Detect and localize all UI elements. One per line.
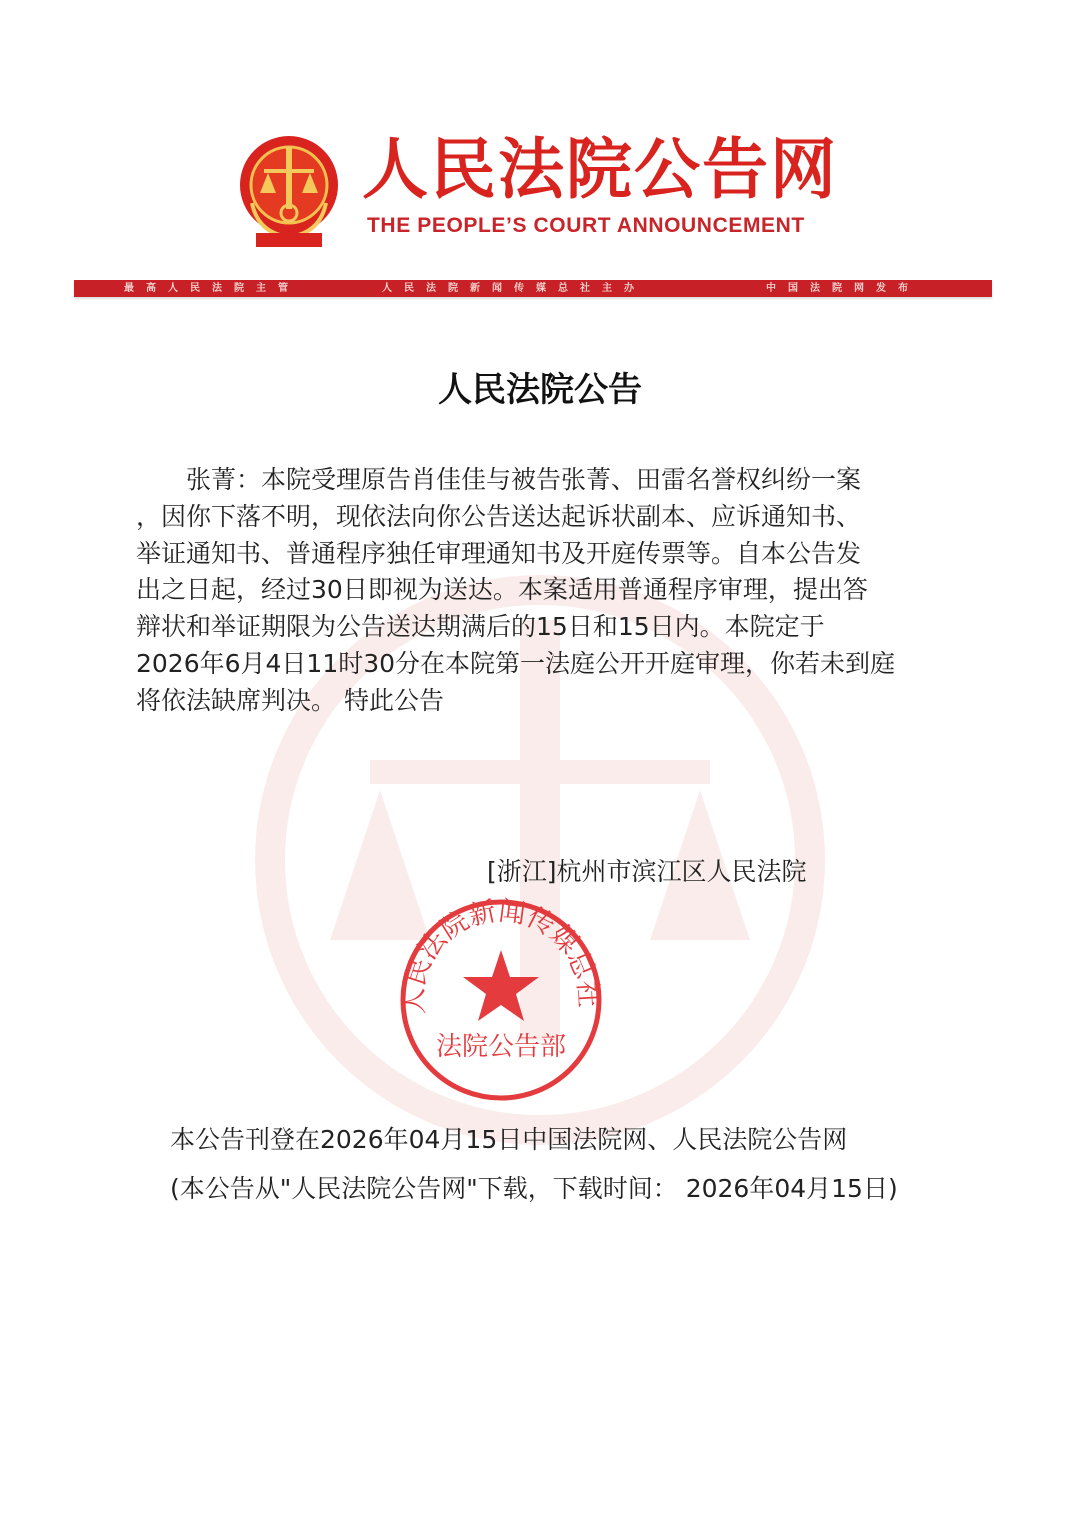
official-seal-icon: [396, 895, 606, 1105]
footer-published: 本公告刊登在2026年04月15日中国法院网、人民法院公告网: [170, 1125, 848, 1154]
issuing-court: [浙江]杭州市滨江区人民法院: [487, 857, 807, 886]
body-line: 张菁：本院受理原告肖佳佳与被告张菁、田雷名誉权纠纷一案: [136, 465, 862, 494]
bar-text-sponsor: 人民法院新闻传媒总社主办: [382, 283, 646, 294]
bar-text-publisher: 中国法院网发布: [766, 283, 920, 294]
seal-inner-text: 法院公告部: [435, 1032, 567, 1062]
seal-outer-text: 人民法院新闻传媒总社: [398, 895, 604, 1016]
notice-body: [136, 462, 946, 720]
header-red-bar: [74, 280, 992, 297]
body-line: 辩状和举证期限为公告送达期满后的15日和15日内。本院定于: [136, 612, 825, 642]
site-subtitle: THE PEOPLE’S COURT ANNOUNCEMENT: [367, 214, 805, 237]
site-title: 人民法院公告网: [362, 131, 838, 208]
body-line: 2026年6月4日11时30分在本院第一法庭公开开庭审理，你若未到庭: [136, 648, 896, 678]
body-line: ，因你下落不明，现依法向你公告送达起诉状副本、应诉通知书、: [136, 501, 862, 531]
body-line: 将依法缺席判决。 特此公告: [136, 685, 444, 715]
bar-text-supervisor: 最高人民法院主管: [124, 283, 300, 294]
body-line: 出之日起，经过30日即视为送达。本案适用普通程序审理，提出答: [136, 575, 868, 605]
body-line: 举证通知书、普通程序独任审理通知书及开庭传票等。自本公告发: [136, 538, 862, 568]
notice-title: 人民法院公告: [438, 370, 642, 410]
footer-download: (本公告从"人民法院公告网"下载，下载时间： 2026年04月15日): [170, 1174, 898, 1203]
court-emblem-icon: [238, 133, 340, 251]
